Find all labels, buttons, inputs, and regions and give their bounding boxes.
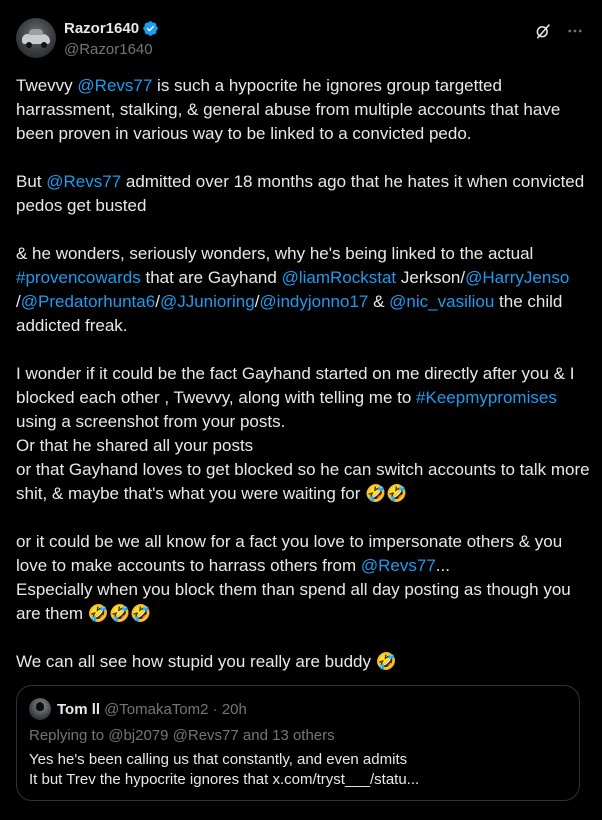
text: / — [16, 292, 21, 311]
text: But — [16, 172, 47, 191]
mention-link[interactable]: @Revs77 — [46, 172, 122, 191]
quoted-timestamp: 20h — [221, 700, 247, 718]
text: We can all see how stupid you really are buddy — [16, 652, 376, 671]
author-names — [64, 18, 159, 60]
text: that are Gayhand — [140, 268, 282, 287]
display-name[interactable]: Razor1640 — [64, 19, 140, 37]
more-icon[interactable] — [566, 22, 584, 40]
quoted-handle: @TomakaTom2 — [104, 700, 209, 718]
quoted-replying-to: Replying to @bj2079 @Revs77 and 13 others — [29, 727, 335, 744]
text: or that Gayhand loves to get blocked so he can switch accounts to talk more shit, & maybe that's what you were waiting for — [16, 460, 590, 503]
mention-link[interactable]: @Revs77 — [77, 76, 153, 95]
quoted-text-line: Yes he's been calling us that constantly, and even admits — [29, 751, 408, 768]
paragraph — [16, 650, 590, 674]
verified-badge-icon — [142, 20, 159, 37]
mention-link[interactable]: @Revs77 — [360, 556, 436, 575]
paragraph — [16, 362, 590, 506]
rofl-emoji-icon: 🤣🤣🤣 — [87, 604, 152, 624]
text: using a screenshot from your posts. — [16, 412, 286, 431]
avatar[interactable] — [16, 18, 56, 58]
rofl-emoji-icon: 🤣🤣 — [365, 484, 408, 504]
quoted-avatar — [29, 698, 51, 720]
quoted-text — [29, 750, 549, 790]
header-actions — [534, 22, 584, 40]
text: I wonder if it could be the fact Gayhand started on me directly after you & I blocked each other , Twevvy, along with telling me to — [16, 364, 575, 407]
paragraph — [16, 242, 590, 338]
paragraph — [16, 170, 590, 218]
mention-link[interactable]: @liamRockstat — [281, 268, 397, 287]
text: is such a hypocrite he ignores group targetted harrassment, stalking, & general abuse from multiple accounts that have been proven in various way to be linked to a convicted pedo. — [16, 76, 561, 143]
text: admitted over 18 months ago that he hates it when convicted pedos get busted — [16, 172, 585, 215]
avatar-wheel — [26, 42, 32, 48]
text: & — [368, 292, 390, 311]
text: or it could be we all know for a fact you love to impersonate others & you love to make accounts to harrass others from — [16, 532, 563, 575]
text: & he wonders, seriously wonders, why he's being linked to the actual — [16, 244, 534, 263]
mention-link[interactable]: @Predatorhunta6 — [20, 292, 156, 311]
post-text — [16, 74, 590, 674]
mention-link[interactable]: @HarryJenso — [465, 268, 570, 287]
hashtag-link[interactable]: #provencowards — [16, 268, 141, 287]
rofl-emoji-icon: 🤣 — [375, 652, 397, 672]
paragraph — [16, 74, 590, 146]
text: Or that he shared all your posts — [16, 436, 254, 455]
text: Twevvy — [16, 76, 78, 95]
display-name-row — [64, 18, 159, 38]
paragraph — [16, 530, 590, 626]
quoted-display-name: Tom ll — [57, 700, 101, 718]
mention-link[interactable]: @nic_vasiliou — [389, 292, 495, 311]
post-header — [16, 14, 586, 64]
avatar-wheel — [41, 42, 47, 48]
quoted-post-header — [29, 699, 247, 719]
grok-icon[interactable] — [534, 22, 552, 40]
text: Especially when you block them than spend all day posting as though you are them — [16, 580, 571, 623]
text: Jerkson/ — [396, 268, 466, 287]
text: the child addicted freak. — [16, 292, 563, 335]
text: ... — [435, 556, 450, 575]
mention-link[interactable]: @JJunioring — [159, 292, 255, 311]
quoted-text-line: It but Trev the hypocrite ignores that x.com/tryst___/statu... — [29, 771, 420, 788]
author-handle[interactable]: @Razor1640 — [64, 41, 153, 58]
quoted-post[interactable] — [16, 685, 580, 801]
mention-link[interactable]: @indyjonno17 — [259, 292, 369, 311]
hashtag-link[interactable]: #Keepmypromises — [416, 388, 557, 407]
text: / — [254, 292, 260, 311]
separator-dot: · — [208, 700, 222, 718]
text: / — [155, 292, 160, 311]
